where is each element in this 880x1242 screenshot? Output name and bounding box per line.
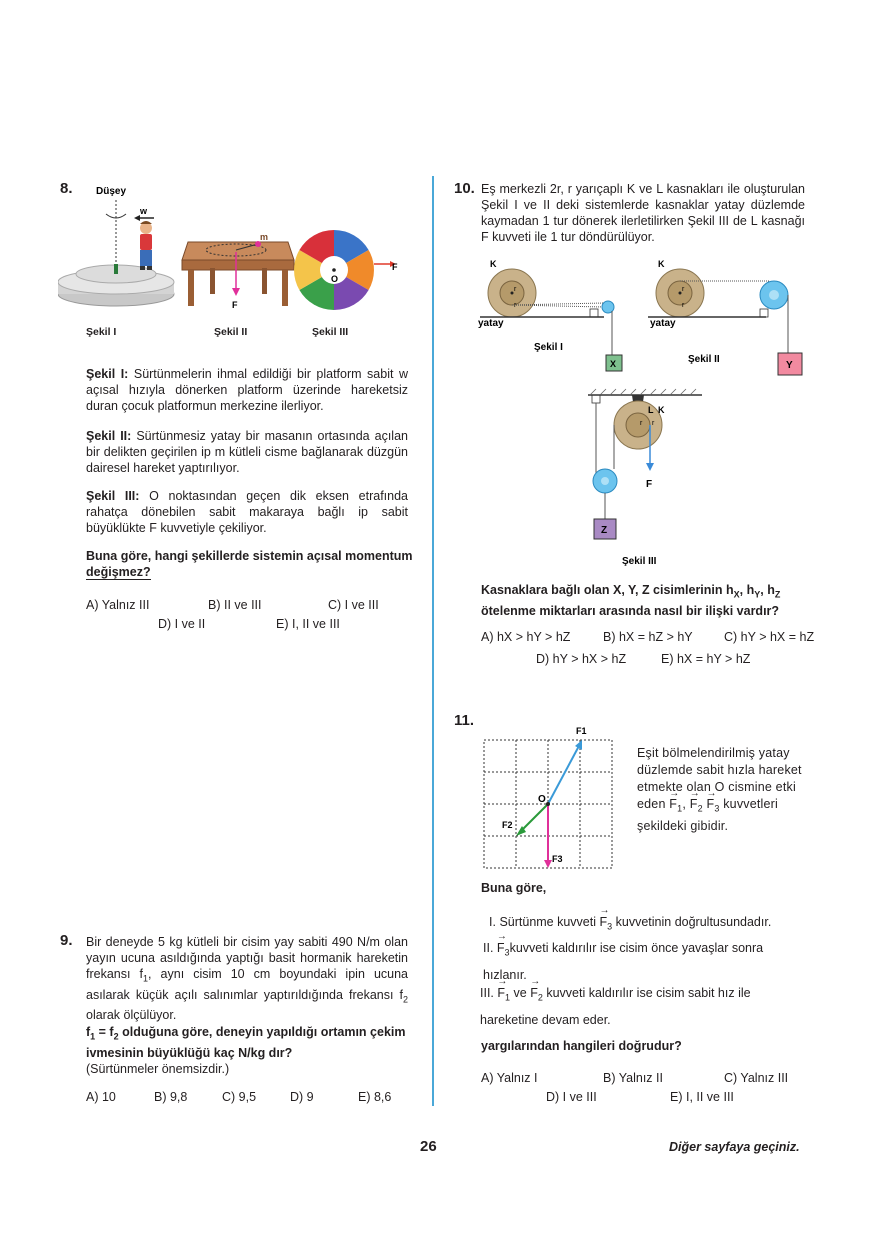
q10-option-e[interactable]: E) hX = hY > hZ: [661, 652, 751, 666]
q11-fig-F3: F3: [552, 854, 563, 864]
q11-fig-F1: F1: [576, 726, 587, 736]
q8-question-line2: değişmez?: [86, 565, 151, 579]
q9-option-e[interactable]: E) 8,6: [358, 1090, 392, 1104]
q10-fig-Y: Y: [786, 360, 793, 371]
q10-question-lead: Kasnaklara bağlı olan X, Y, Z cisimlerinin h: [481, 583, 734, 597]
q8-option-a[interactable]: A) Yalnız III: [86, 598, 150, 612]
q8-option-b[interactable]: B) II ve III: [208, 598, 262, 612]
q10-fig1-K: K: [490, 259, 497, 269]
q10-fig1-yatay: yatay: [478, 318, 504, 329]
q8-fig-w: w: [140, 206, 148, 216]
q11-buna-gore: Buna göre,: [481, 881, 547, 895]
q9-text-a: Bir deneyde 5 kg kütleli bir cisim yay sabiti 490 N/m olan yayın ucuna asıldığında yaptığı basit hormanik hareketin frekansı f: [86, 935, 408, 981]
q10-fig2-r2: r: [682, 302, 685, 309]
q11-figure: [480, 720, 620, 875]
q9-sub1: 1: [143, 973, 149, 984]
q10-text: Eş merkezli 2r, r yarıçaplı K ve L kasnakları ile oluşturulan Şekil I ve II deki sistemlerde kasnaklar yatay düzlemde kaymadan 1 tur dönerek ilerletilirken Şekil III de L kasnağı F kuvveti ile 1 tur döndürülüyor.: [481, 182, 805, 244]
q11-s3-ve: ve: [513, 986, 527, 1000]
q10-fig1-r2: r: [514, 302, 517, 309]
q10-fig2-yatay: yatay: [650, 318, 676, 329]
q8-figure: [58, 182, 418, 332]
q11-fig-O: O: [538, 794, 546, 805]
column-divider: [432, 176, 434, 1106]
q11-statement-1: I. Sürtünme kuvveti → $F_3$ kuvvetinin doğrultusundadır.: [489, 914, 809, 935]
q10-fig-Z: Z: [601, 525, 608, 536]
q11-option-b[interactable]: B) Yalnız II: [603, 1071, 663, 1085]
q10-fig-X: X: [610, 359, 617, 369]
q9-number: 9.: [60, 932, 73, 949]
q11-statement-3: III. → $F_1$ ve → $F_2$ kuvveti kaldırılır ise cisim sabit hız ile hareketine devam eder.: [480, 982, 805, 1031]
q8-fig-dusey: Düşey: [96, 186, 127, 197]
footer-next-page: Diğer sayfaya geçiniz.: [669, 1140, 800, 1154]
q10-number: 10.: [454, 180, 475, 197]
q11-option-e[interactable]: E) I, II ve III: [670, 1090, 734, 1104]
q8-p1-head: Şekil I:: [86, 367, 129, 381]
q10-option-d[interactable]: D) hY > hX > hZ: [536, 652, 627, 666]
q9-sub2: 2: [402, 994, 408, 1004]
q10-fig3-r1: r: [640, 420, 643, 427]
q11-number: 11.: [454, 712, 475, 729]
q11-s1-num: I.: [489, 915, 496, 929]
q10-fig-label-2: Şekil II: [688, 354, 720, 365]
q11-question: yargılarından hangileri doğrudur?: [481, 1039, 682, 1053]
q10-option-b[interactable]: B) hX = hZ > hY: [603, 630, 693, 644]
q10-question: Kasnaklara bağlı olan X, Y, Z cisimlerinin $h_X$, $h_Y$, $h_Z$ ötelenme miktarları arasında nasıl bir ilişki vardır?: [481, 583, 781, 618]
q11-s2-a: kuvveti kaldırılır ise cisim önce yavaşlar sonra hızlanır.: [483, 941, 764, 982]
q11-fig-F2: F2: [502, 820, 513, 830]
q8-fig-label-2: Şekil II: [214, 326, 248, 338]
q8-fig-m: m: [260, 232, 269, 242]
q8-p2-text: Sürtünmesiz yatay bir masanın ortasında açılan bir delikten geçirilen ip m kütleli cisme bağlanarak düzgün dairesel hareket yaptırılıyor.: [86, 429, 408, 475]
q8-fig-O: O: [331, 274, 339, 284]
q8-fig-F2: F: [232, 300, 238, 310]
q8-paragraph-3: [86, 488, 408, 536]
q10-fig3-K: K: [658, 405, 665, 415]
q10-fig1-r1: r: [514, 286, 517, 293]
q10-figure: [470, 255, 820, 575]
q10-option-c[interactable]: C) hY > hX = hZ: [724, 630, 815, 644]
q11-statement-2: II. → $F_3kuvveti$ kaldırılır ise cisim önce yavaşlar sonra hızlanır.: [483, 937, 805, 986]
q11-s3-num: III.: [480, 986, 494, 1000]
q10-question-end: ötelenme miktarları arasında nasıl bir ilişki vardır?: [481, 603, 780, 618]
q9-q-sub1: 1: [90, 1031, 96, 1042]
q10-fig-label-3: Şekil III: [622, 556, 657, 567]
q11-s3-a: kuvveti kaldırılır ise cisim sabit hız ile hareketine devam eder.: [480, 986, 751, 1027]
q11-option-d[interactable]: D) I ve III: [546, 1090, 597, 1104]
q10-fig2-K: K: [658, 259, 665, 269]
q11-option-a[interactable]: A) Yalnız I: [481, 1071, 538, 1085]
q10-option-a[interactable]: A) hX > hY > hZ: [481, 630, 571, 644]
q10-fig2-r1: r: [682, 286, 685, 293]
q8-question: [86, 548, 416, 580]
q8-p1-text: Sürtünmelerin ihmal edildiği bir platform sabit w açısal hızıyla dönerken platform üzerinde hareketsiz duran çocuk platformun merkezine ilerliyor.: [86, 367, 409, 413]
q8-fig-label-3: Şekil III: [312, 326, 349, 338]
q9-text-c: olarak ölçülüyor.: [86, 1008, 177, 1022]
page-number: 26: [420, 1138, 437, 1155]
q11-side-text: Eşit bölmelendirilmiş yatay düzlemde sabit hızla hareket etmekte olan O cismine etki eden → $F_1$, → $F_2 \to F_3$ kuvvetleri şekildeki gibidir.: [637, 745, 805, 835]
q8-p2-head: Şekil II:: [86, 429, 132, 443]
q8-p3-text: O noktasından geçen dik eksen etrafında rahatça dönebilen sabit makaraya bağlı ip sabit büyüklükte F kuvvetiyle çekiliyor.: [86, 489, 408, 535]
q10-fig3-F: F: [646, 479, 653, 490]
q9-q-eq: = f: [95, 1025, 114, 1039]
q8-option-d[interactable]: D) I ve II: [158, 617, 206, 631]
q11-s2-num: II.: [483, 941, 494, 955]
q9-option-a[interactable]: A) 10: [86, 1090, 116, 1104]
q8-paragraph-1: [86, 366, 408, 414]
q9-text: [86, 934, 408, 1023]
q8-fig-F3: F: [392, 262, 398, 272]
q11-side-text-a: Eşit bölmelendirilmiş yatay düzlemde sabit hızla hareket etmekte olan O cismine etki eden: [637, 746, 802, 811]
q11-side-text-b: kuvvetleri şekildeki gibidir.: [637, 797, 779, 833]
q10-fig3-L: L: [648, 405, 654, 415]
q8-option-c[interactable]: C) I ve III: [328, 598, 379, 612]
q8-paragraph-2: [86, 428, 408, 476]
q8-number: 8.: [60, 180, 73, 197]
q10-fig-label-1: Şekil I: [534, 342, 563, 353]
q9-text-b: , aynı cisim 10 cm boyundaki ipin ucuna asılarak küçük açılı salınımlar yaptırıldığında frekansı f: [86, 967, 408, 1002]
q11-s1-a: Sürtünme kuvveti: [499, 915, 597, 929]
q10-fig3-r2: r: [652, 420, 655, 427]
q11-s1-b: kuvvetinin doğrultusundadır.: [615, 915, 772, 929]
q8-p3-head: Şekil III:: [86, 489, 140, 503]
q11-option-c[interactable]: C) Yalnız III: [724, 1071, 789, 1085]
q8-fig-label-1: Şekil I: [86, 326, 117, 338]
q9-q-sub2: 2: [113, 1031, 119, 1042]
q9-option-c[interactable]: C) 9,5: [222, 1090, 257, 1104]
q9-q-rest: olduğuna göre, deneyin yapıldığı ortamın çekim ivmesinin büyüklüğü kaç N/kg dır?: [86, 1025, 406, 1060]
q9-q-f1: f: [86, 1025, 91, 1039]
q9-note: (Sürtünmeler önemsizdir.): [86, 1061, 230, 1076]
q9-option-b[interactable]: B) 9,8: [154, 1090, 188, 1104]
q9-question: [86, 1024, 416, 1077]
q8-option-e[interactable]: E) I, II ve III: [276, 617, 340, 631]
q8-question-line1: Buna göre, hangi şekillerde sistemin açısal momentum: [86, 549, 413, 563]
q9-option-d[interactable]: D) 9: [290, 1090, 314, 1104]
